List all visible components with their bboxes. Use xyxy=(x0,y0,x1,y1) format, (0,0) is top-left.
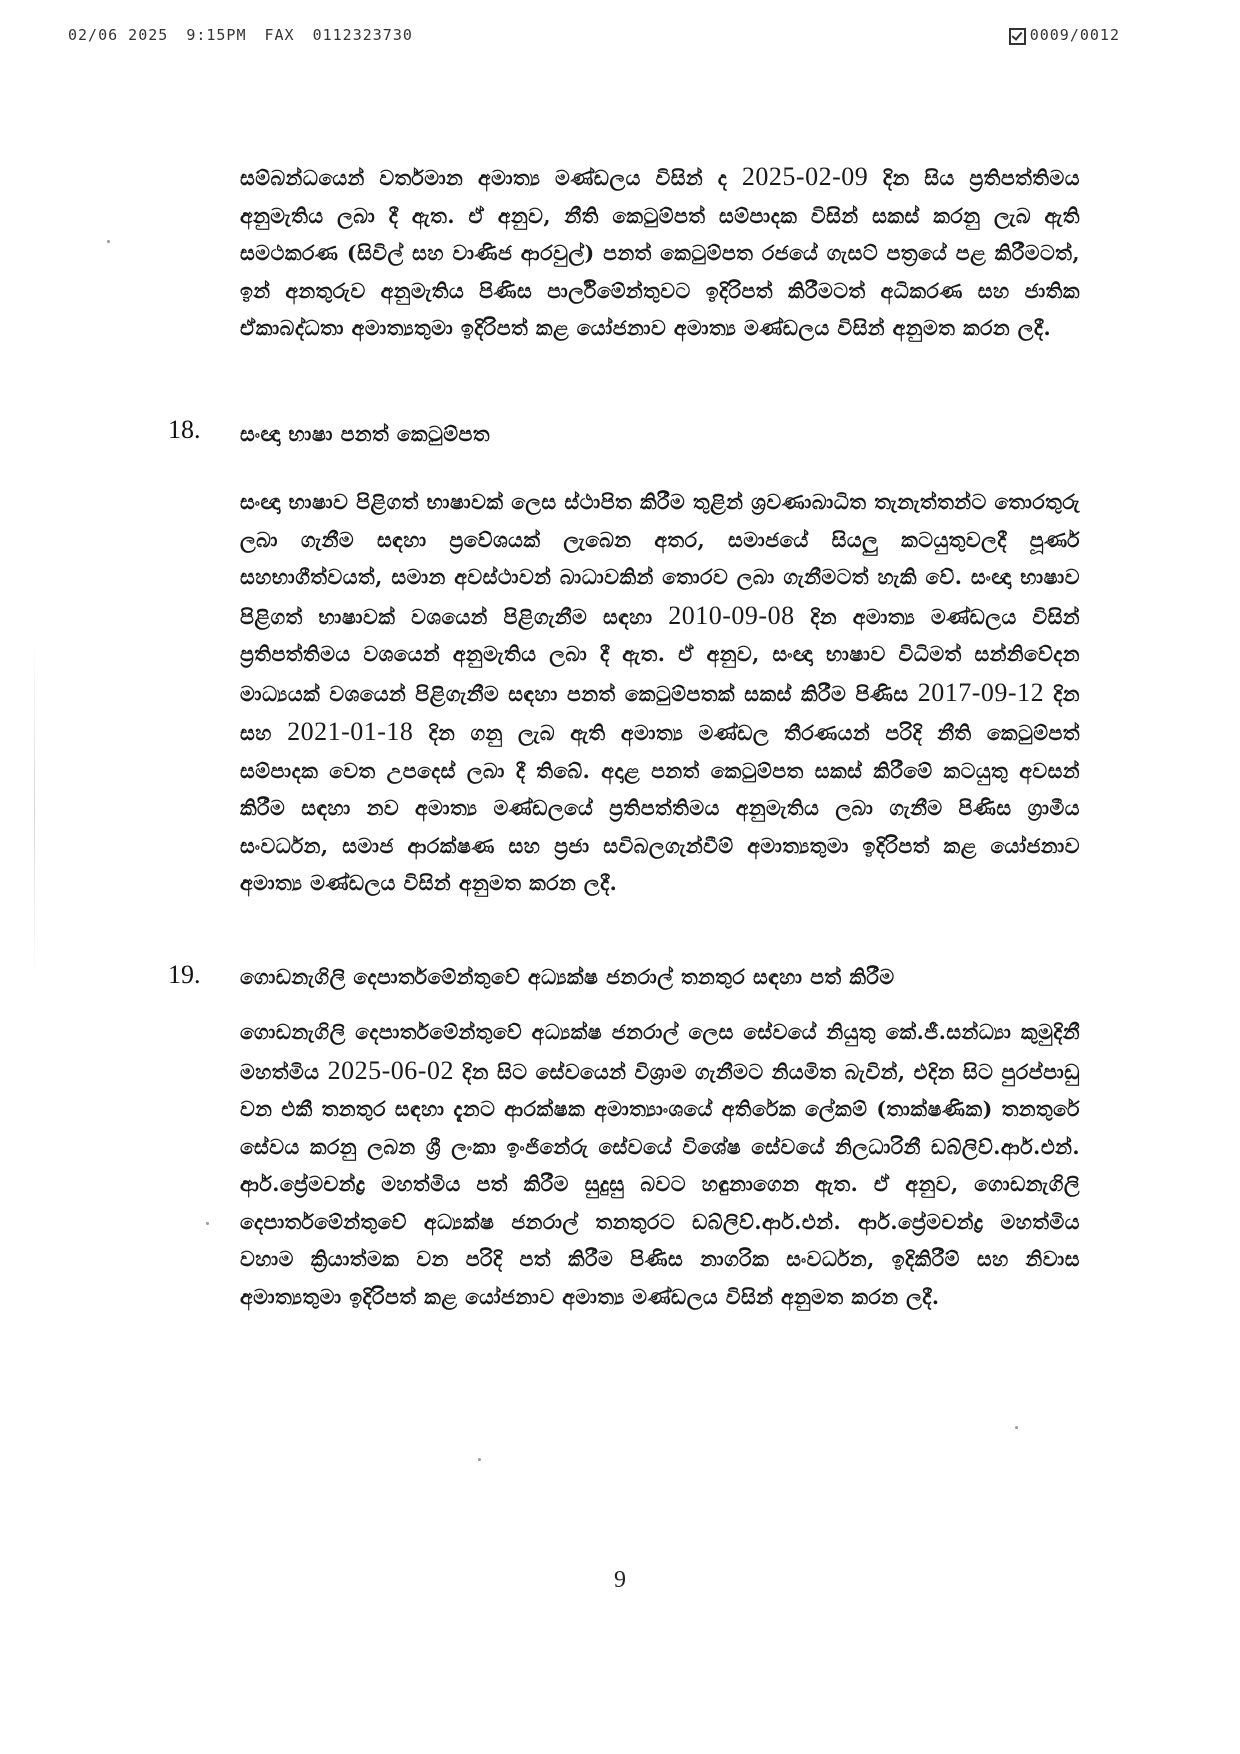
item-19-text-2: දින සිට සේවයෙන් විශ්‍රාම ගැනීමට නියමිත බැවින්, එදින සිට පුරප්පාඩු වන එකී තනතුර සඳහා දැනට ආරක්ෂක අමාත්‍යාංශයේ අතිරේක ලේකම් (තාක්ෂණික) තනතුරේ සේවය කරනු ලබන ශ්‍රී ලංකා ඉංජිනේරු සේවයේ විශේෂ සේවයේ නිලධාරිනී ඩබ්ලිව්.ආර්.එන්. ආර්.ප්‍රේමචන්ද්‍ර මහත්මිය පත් කිරීම සුදුසු බවට හඳුනාගෙන ඇත. ඒ අනුව, ගොඩනැගිලි දෙපාර්තමේන්තුවේ අධ්‍යක්ෂ ජනරාල් තනතුරට ඩබ්ලිව්.ආර්.එන්. ආර්.ප්‍රේමචන්ද්‍ර මහත්මිය වහාම ක්‍රියාත්මක වන පරිදි පත් කිරීම පිණිස නාගරික සංවර්ධන, ඉදිකිරීම් සහ නිවාස අමාත්‍යතුමා ඉදිරිපත් කළ යෝජනාව අමාත්‍ය මණ්ඩලය විසින් අනුමත කරන ලදී. xyxy=(240,1059,1080,1309)
item-19-heading: ගොඩනැගිලි දෙපාර්තමේන්තුවේ අධ්‍යක්ෂ ජනරාල් තනතුර සඳහා පත් කිරීම xyxy=(240,965,895,989)
item-18-date-2: 2017-09-12 xyxy=(917,677,1045,707)
item-19-text-1: ගොඩනැගිලි දෙපාර්තමේන්තුවේ අධ්‍යක්ෂ ජනරාල් ලෙස සේවයේ නියුතු කේ.ජී.සන්ධ්‍යා කුමුදිනී මහත්මිය xyxy=(240,1020,1080,1084)
scan-edge-mark xyxy=(34,640,35,980)
fax-number: 0112323730 xyxy=(312,26,413,44)
item-18-date-3: 2021-01-18 xyxy=(287,717,414,746)
continued-date: 2025-02-09 xyxy=(741,162,869,191)
continued-paragraph xyxy=(240,158,1080,348)
fax-header xyxy=(68,26,1120,54)
item-18-text-4: දින ගනු ලැබ ඇති අමාත්‍ය මණ්ඩල තීරණයන් පරිදි නීති කෙටුම්පත් සම්පාදක වෙත උපදෙස් ලබා දී තිබේ. අදාළ පනත් කෙටුම්පත සකස් කිරීමේ කටයුතු අවසන් කිරීම සඳහා නව අමාත්‍ය මණ්ඩලයේ ප්‍රතිපත්තිමය අනුමැතිය ලබා ගැනීම පිණිස ග්‍රාමීය සංවර්ධන, සමාජ ආරක්ෂණ සහ ප්‍රජා සවිබලගැන්වීම් අමාත්‍යතුමා ඉදිරිපත් කළ යෝජනාව අමාත්‍ය මණ්ඩලය විසින් අනුමත කරන ලදී. xyxy=(240,721,1080,895)
item-18-body xyxy=(240,484,1080,903)
fax-time: 9:15PM xyxy=(186,26,247,44)
fax-label: FAX xyxy=(264,26,295,44)
continued-text-1: සම්බන්ධයෙන් වර්තමාන අමාත්‍ය මණ්ඩලය විසින් ද xyxy=(240,166,742,190)
item-19-date: 2025-06-02 xyxy=(327,1055,454,1085)
item-18-date-1: 2010-09-08 xyxy=(668,600,795,630)
item-18-heading: සංඥා භාෂා පනත් කෙටුම්පත xyxy=(240,422,491,446)
item-19-number: 19. xyxy=(168,960,201,989)
scan-speck xyxy=(478,1458,481,1461)
item-18-number: 18. xyxy=(168,415,201,444)
scan-speck xyxy=(1015,1426,1018,1429)
fax-page-ref: 0009/0012 xyxy=(1029,26,1120,44)
fax-header-right xyxy=(1009,26,1120,44)
continued-text-2: දින සිය ප්‍රතිපත්තිමය අනුමැතිය ලබා දී ඇත. ඒ අනුව, නීති කෙටුම්පත් සම්පාදක විසින් සකස් කරනු ලැබ ඇති සමථකරණ (සිවිල් සහ වාණිජ ආරවුල්) පනත් කෙටුම්පත රජයේ ගැසට් පත්‍රයේ පළ කිරීමටත්, ඉන් අනතුරුව අනුමැතිය පිණිස පාර්ලිමේන්තුවට ඉදිරිපත් කිරීමටත් අධිකරණ සහ ජාතික ඒකාබද්ධතා අමාත්‍යතුමා ඉදිරිපත් කළ යෝජනාව අමාත්‍ය මණ්ඩලය විසින් අනුමත කරන ලදී. xyxy=(240,166,1080,340)
fax-date: 02/06 2025 xyxy=(68,26,169,44)
checkbox-icon xyxy=(1009,28,1026,45)
page-number: 9 xyxy=(614,1567,626,1593)
fax-header-left xyxy=(68,26,413,44)
item-18-text-2: දින අමාත්‍ය මණ්ඩලය විසින් ප්‍රතිපත්තිමය වශයෙන් අනුමැතිය ලබා දී ඇත. ඒ අනුව, සංඥා භාෂාව විධිමත් සන්නිවේදන මාධ්‍යයක් වශයෙන් පිළිගැනීම සඳහා පනත් කෙටුම්පතක් සකස් කිරීම පිණිස xyxy=(240,604,1081,706)
item-19-body xyxy=(240,1014,1080,1316)
item-18-text-3: දින සහ xyxy=(240,681,1080,745)
item-18-text-1: සංඥා භාෂාව පිළිගත් භාෂාවක් ලෙස ස්ථාපිත කිරීම තුළින් ශ්‍රවණාබාධිත තැනැත්තන්ට තොරතුරු ලබා ගැනීම සඳහා ප්‍රවේශයක් ලැබෙන අතර, සමාජයේ සියලු කටයුතුවලදී පූර්ණ සහභාගීත්වයත්, සමාන අවස්ථාවන් බාධාවකින් තොරව ලබා ගැනීමටත් හැකි වේ. සංඥා භාෂාව පිළිගත් භාෂාවක් වශයෙන් පිළිගැනීම සඳහා xyxy=(240,490,1080,629)
scan-speck xyxy=(107,240,110,243)
scan-speck xyxy=(206,1222,209,1225)
